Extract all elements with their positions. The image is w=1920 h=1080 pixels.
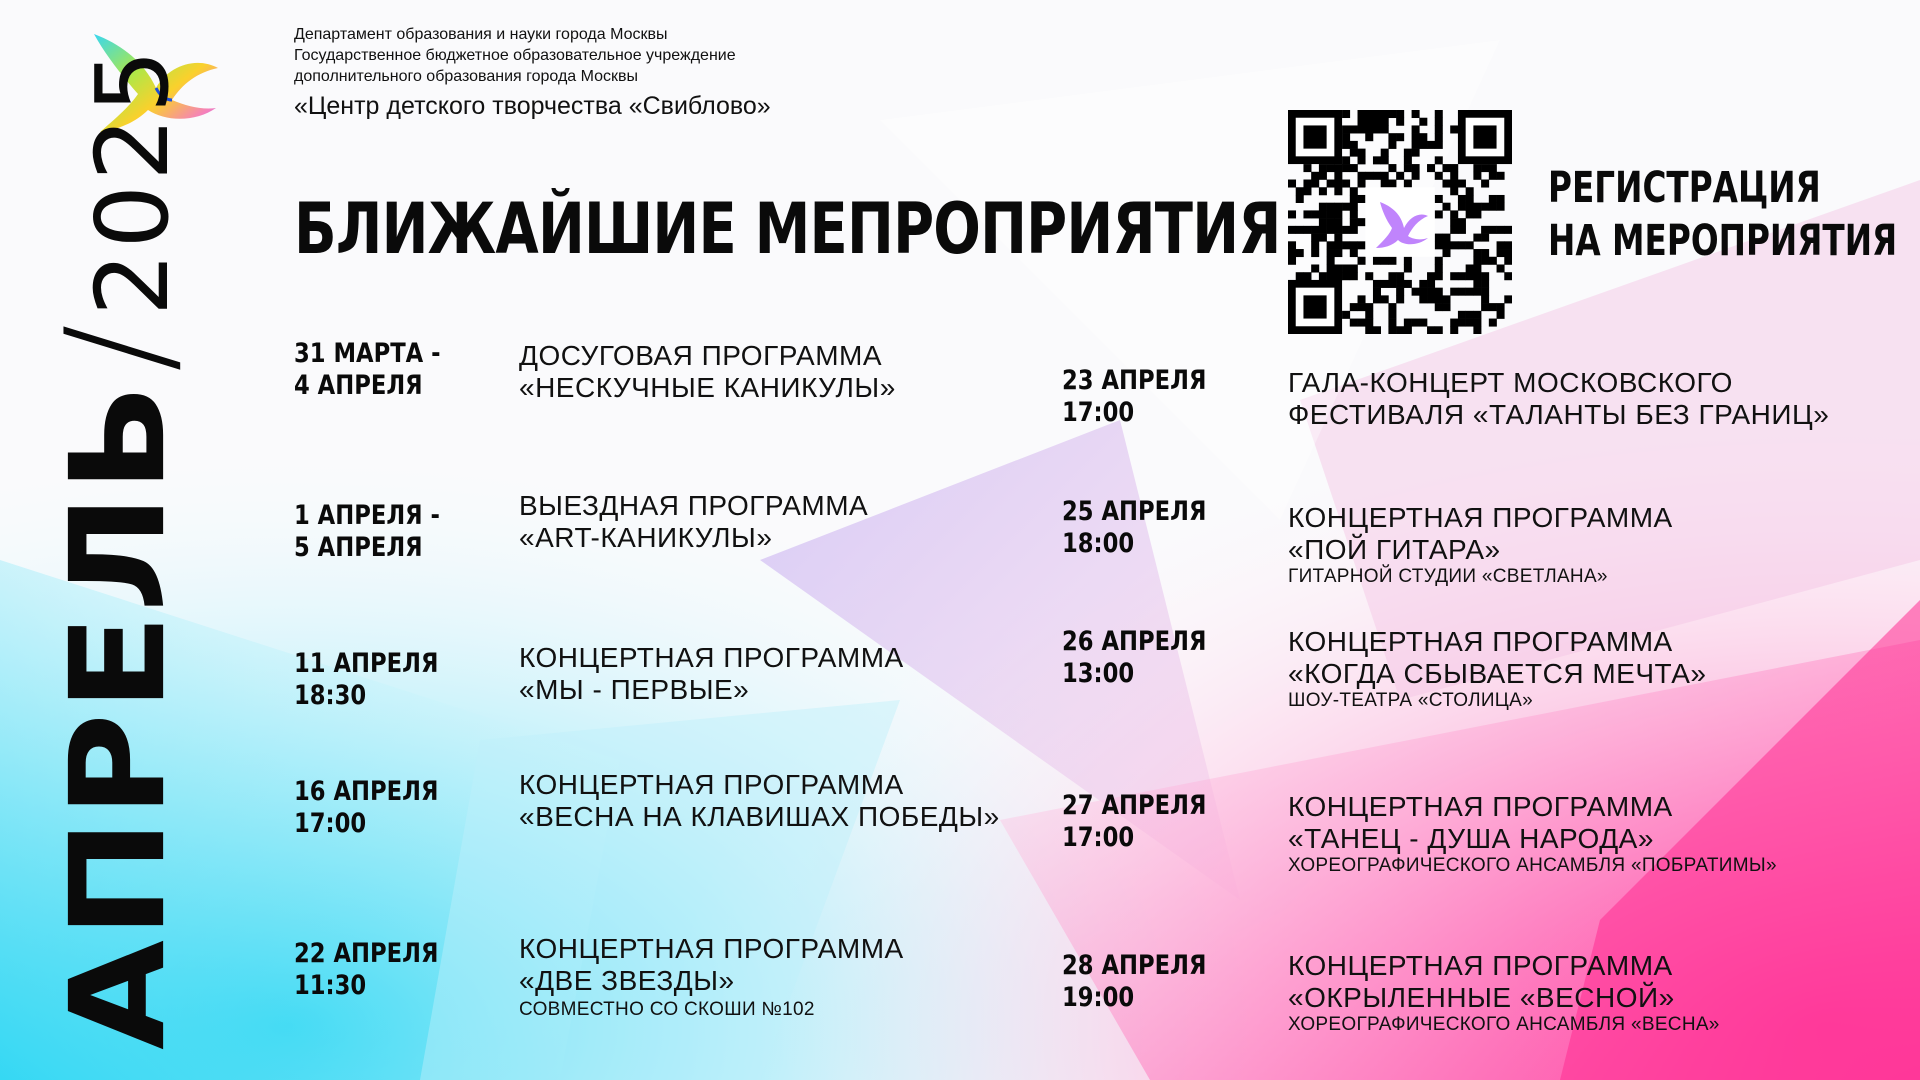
event-note: ХОРЕОГРАФИЧЕСКОГО АНСАМБЛЯ «ПОБРАТИМЫ» [1288, 855, 1777, 876]
registration-label-line-2: НА МЕРОПРИЯТИЯ [1548, 216, 1898, 266]
event-note: ШОУ-ТЕАТРА «СТОЛИЦА» [1288, 690, 1533, 711]
event-date: 28 АПРЕЛЯ 19:00 [1062, 950, 1207, 1013]
event-name: КОНЦЕРТНАЯ ПРОГРАММА «ВЕСНА НА КЛАВИШАХ ПОБЕДЫ» [519, 769, 1000, 832]
event-date: 11 АПРЕЛЯ 18:30 [294, 648, 439, 711]
event-name: КОНЦЕРТНАЯ ПРОГРАММА «ПОЙ ГИТАРА» [1288, 502, 1673, 565]
event-date: 1 АПРЕЛЯ - 5 АПРЕЛЯ [294, 500, 440, 563]
org-line-3: дополнительного образования города Москвы [294, 68, 639, 85]
event-note: ГИТАРНОЙ СТУДИИ «СВЕТЛАНА» [1288, 566, 1608, 587]
qr-code-graphic [1288, 110, 1512, 334]
year-label: 2025 [74, 45, 191, 317]
event-date: 22 АПРЕЛЯ 11:30 [294, 938, 439, 1001]
month-label: АПРЕЛЬ [42, 382, 195, 1050]
event-note: ХОРЕОГРАФИЧЕСКОГО АНСАМБЛЯ «ВЕСНА» [1288, 1014, 1720, 1035]
vertical-month-year [36, 46, 201, 1050]
event-note: СОВМЕСТНО СО СКОШИ №102 [519, 999, 815, 1020]
event-date: 25 АПРЕЛЯ 18:00 [1062, 496, 1207, 559]
event-date: 16 АПРЕЛЯ 17:00 [294, 776, 439, 839]
page-title: БЛИЖАЙШИЕ МЕПРОПРИЯТИЯ [294, 188, 1281, 270]
event-name: КОНЦЕРТНАЯ ПРОГРАММА «МЫ - ПЕРВЫЕ» [519, 642, 904, 705]
event-name: КОНЦЕРТНАЯ ПРОГРАММА «ОКРЫЛЕННЫЕ «ВЕСНОЙ» [1288, 950, 1675, 1013]
qr-finder-pattern [1473, 125, 1496, 148]
event-date: 23 АПРЕЛЯ 17:00 [1062, 365, 1207, 428]
registration-label-line-1: РЕГИСТРАЦИЯ [1548, 163, 1821, 213]
qr-finder-pattern [1303, 125, 1326, 148]
center-name: «Центр детского творчества «Свиблово» [294, 92, 771, 120]
event-name: ГАЛА-КОНЦЕРТ МОСКОВСКОГО ФЕСТИВАЛЯ «ТАЛАНТЫ БЕЗ ГРАНИЦ» [1288, 367, 1830, 430]
event-date: 26 АПРЕЛЯ 13:00 [1062, 626, 1207, 689]
org-line-1: Департамент образования и науки города Москвы [294, 26, 668, 43]
qr-code-icon[interactable] [1288, 110, 1512, 334]
event-date: 31 МАРТА - 4 АПРЕЛЯ [294, 338, 441, 401]
event-name: КОНЦЕРТНАЯ ПРОГРАММА «ДВЕ ЗВЕЗДЫ» [519, 933, 904, 996]
event-name: ДОСУГОВАЯ ПРОГРАММА «НЕСКУЧНЫЕ КАНИКУЛЫ» [519, 340, 896, 403]
month-year-separator: / [36, 324, 201, 372]
org-line-2: Государственное бюджетное образовательное учреждение [294, 47, 736, 64]
event-date: 27 АПРЕЛЯ 17:00 [1062, 790, 1207, 853]
organization-header [294, 24, 736, 87]
event-name: КОНЦЕРТНАЯ ПРОГРАММА «КОГДА СБЫВАЕТСЯ МЕЧТА» [1288, 626, 1707, 689]
qr-finder-pattern [1303, 295, 1326, 318]
registration-label [1548, 162, 1897, 268]
event-name: ВЫЕЗДНАЯ ПРОГРАММА «ART-КАНИКУЛЫ» [519, 490, 869, 553]
event-name: КОНЦЕРТНАЯ ПРОГРАММА «ТАНЕЦ - ДУША НАРОДА» [1288, 791, 1673, 854]
